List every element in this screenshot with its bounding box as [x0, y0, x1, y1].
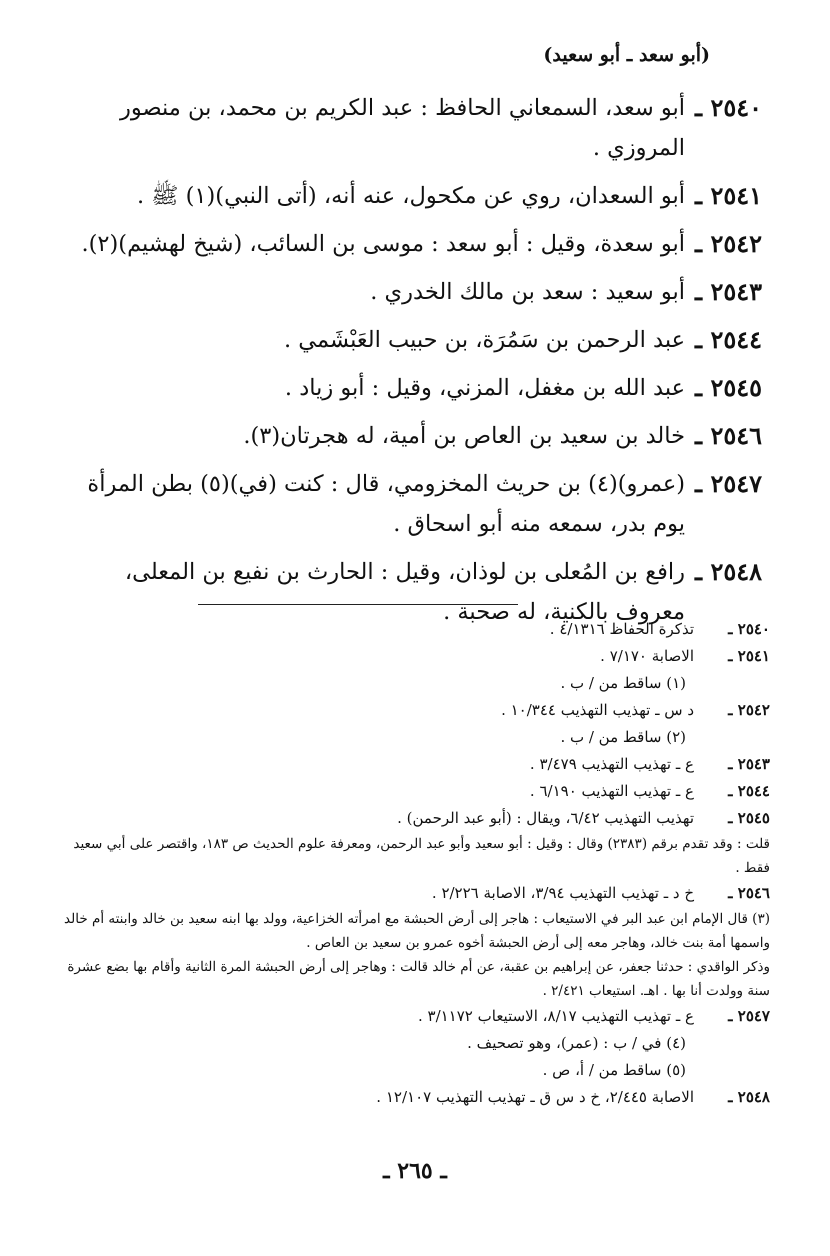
- footnote-line: ع ـ تهذيب التهذيب ٣/٤٧٩ .: [529, 755, 694, 773]
- biography-entries: [52, 88, 762, 640]
- entry-text: خالد بن سعيد بن العاص بن أمية، له هجرتان(٣).: [243, 423, 686, 449]
- entry-text: (عمرو)(٤) بن حريث المخزومي، قال : كنت (في)(٥) بطن المرأة يوم بدر، سمعه منه أبو اسحاق .: [87, 471, 686, 537]
- footnote-line: الاصابة ٧/١٧٠ .: [600, 647, 694, 665]
- footnote-body: [50, 697, 708, 751]
- entry-text: أبو سعد، السمعاني الحافظ : عبد الكريم بن محمد، بن منصور المروزي .: [120, 95, 686, 161]
- entry-number: ٢٥٤٨ ـ: [695, 557, 762, 586]
- entry-number: ٢٥٤٠ ـ: [695, 93, 762, 122]
- footnote-line: ع ـ تهذيب التهذيب ٦/١٩٠ .: [529, 782, 694, 800]
- footnote-body: [50, 778, 708, 805]
- footnotes-section: [50, 616, 770, 1111]
- footnote-entry-number: ٢٥٤٣ ـ: [728, 755, 770, 773]
- entry: [52, 464, 762, 544]
- entry-text: أبو السعدان، روي عن مكحول، عنه أنه، (أتى النبي)(١) ﷺ .: [137, 183, 686, 209]
- footnote-entry-number: ٢٥٤٨ ـ: [728, 1088, 770, 1106]
- entry-number: ٢٥٤٦ ـ: [695, 421, 762, 450]
- footnote-group: [50, 1084, 770, 1111]
- footnote-entry-number: ٢٥٤٤ ـ: [728, 782, 770, 800]
- entry: [52, 416, 762, 456]
- entry-number: ٢٥٤٣ ـ: [695, 277, 762, 306]
- footnote-paragraph: قلت : وقد تقدم برقم (٢٣٨٣) وقال : وقيل : أبو سعيد وأبو عبد الرحمن، ومعرفة علوم الحديث ص ١٨٣، واقتصر على أبي سعيد فقط .: [73, 836, 770, 876]
- footnote-line: (٤) في / ب : (عمر)، وهو تصحيف .: [467, 1034, 686, 1052]
- footnote-paragraph: (٣) قال الإمام ابن عبد البر في الاستيعاب : هاجر إلى أرض الحبشة مع امرأته الخزاعية، وولد بها ابنه سعيد بن خالد وابنته أم خالد واسمها أمة بنت خالد، وهاجر معه إلى أرض الحبشة أخوه عمرو بن سعيد بن العاص .: [64, 911, 770, 951]
- footnote-group: [50, 880, 770, 907]
- footnote-entry-number: ٢٥٤٥ ـ: [728, 809, 770, 827]
- entry: [52, 320, 762, 360]
- entry-number: ٢٥٤٧ ـ: [695, 469, 762, 498]
- footnote-group: [50, 616, 770, 643]
- footnote-group: [50, 751, 770, 778]
- footnote-line: د س ـ تهذيب التهذيب ١٠/٣٤٤ .: [501, 701, 694, 719]
- entry: [52, 368, 762, 408]
- entry-number: ٢٥٤٢ ـ: [695, 229, 762, 258]
- footnote-body: [50, 616, 708, 643]
- entry-text: أبو سعيد : سعد بن مالك الخدري .: [370, 279, 686, 305]
- entry: [52, 224, 762, 264]
- entry-text: عبد الله بن مغفل، المزني، وقيل : أبو زياد .: [284, 375, 686, 401]
- footnote-line: تهذيب التهذيب ٦/٤٢، ويقال : (أبو عبد الرحمن) .: [397, 809, 694, 827]
- footnote-group: [50, 778, 770, 805]
- footnote-line: (٥) ساقط من / أ، ص .: [542, 1061, 686, 1079]
- footnote-entry-number: ٢٥٤١ ـ: [728, 647, 770, 665]
- footnote-body: [50, 1084, 708, 1111]
- entry-text: رافع بن المُعلى بن لوذان، وقيل : الحارث بن نفيع بن المعلى، معروف بالكنية، له صحبة .: [124, 559, 686, 625]
- footnote-separator: [198, 604, 518, 605]
- footnote-paragraph: وذكر الواقدي : حدثنا جعفر، عن إبراهيم بن عقبة، عن أم خالد قالت : وهاجر إلى أرض الحبشة المرة الثانية وأقام بها بضع عشرة سنة وولدت أنا بها . اهـ. استيعاب ٢/٤٢١ .: [67, 959, 770, 999]
- footnote-body: [50, 643, 708, 697]
- entry-number: ٢٥٤٤ ـ: [695, 325, 762, 354]
- footnote-line: ع ـ تهذيب التهذيب ٨/١٧، الاستيعاب ٣/١١٧٢ .: [417, 1007, 694, 1025]
- entry: [52, 272, 762, 312]
- footnote-body: [50, 880, 708, 907]
- footnote-group: [50, 805, 770, 832]
- entry-number: ٢٥٤١ ـ: [695, 181, 762, 210]
- footnote-entry-number: ٢٥٤٠ ـ: [728, 620, 770, 638]
- footnote-body: [50, 1003, 708, 1084]
- entry-number: ٢٥٤٥ ـ: [695, 373, 762, 402]
- footnote-body: [50, 805, 708, 832]
- footnote-line: خ د ـ تهذيب التهذيب ٣/٩٤، الاصابة ٢/٢٢٦ .: [431, 884, 694, 902]
- footnote-entry-number: ٢٥٤٧ ـ: [728, 1007, 770, 1025]
- running-header: (أبو سعد ـ أبو سعيد): [543, 44, 710, 66]
- footnote-line: الاصابة ٢/٤٤٥، خ د س ق ـ تهذيب التهذيب ١٢/١٠٧ .: [376, 1088, 694, 1106]
- footnote-line: (١) ساقط من / ب .: [560, 674, 686, 692]
- entry: [52, 88, 762, 168]
- footnote-entry-number: ٢٥٤٢ ـ: [728, 701, 770, 719]
- entry-text: أبو سعدة، وقيل : أبو سعد : موسى بن السائب، (شيخ لهشيم)(٢).: [81, 231, 686, 257]
- footnote-group: [50, 697, 770, 751]
- footnote-entry-number: ٢٥٤٦ ـ: [728, 884, 770, 902]
- entry: [52, 176, 762, 216]
- footnote-line: (٢) ساقط من / ب .: [560, 728, 686, 746]
- footnote-body: [50, 751, 708, 778]
- page-number: ـ ٢٦٥ ـ: [383, 1158, 447, 1184]
- footnote-group: [50, 1003, 770, 1084]
- footnote-line: تذكرة الحفاظ ٤/١٣١٦ .: [549, 620, 694, 638]
- entry-text: عبد الرحمن بن سَمُرَة، بن حبيب العَبْشَمي .: [283, 327, 686, 353]
- footnote-group: [50, 643, 770, 697]
